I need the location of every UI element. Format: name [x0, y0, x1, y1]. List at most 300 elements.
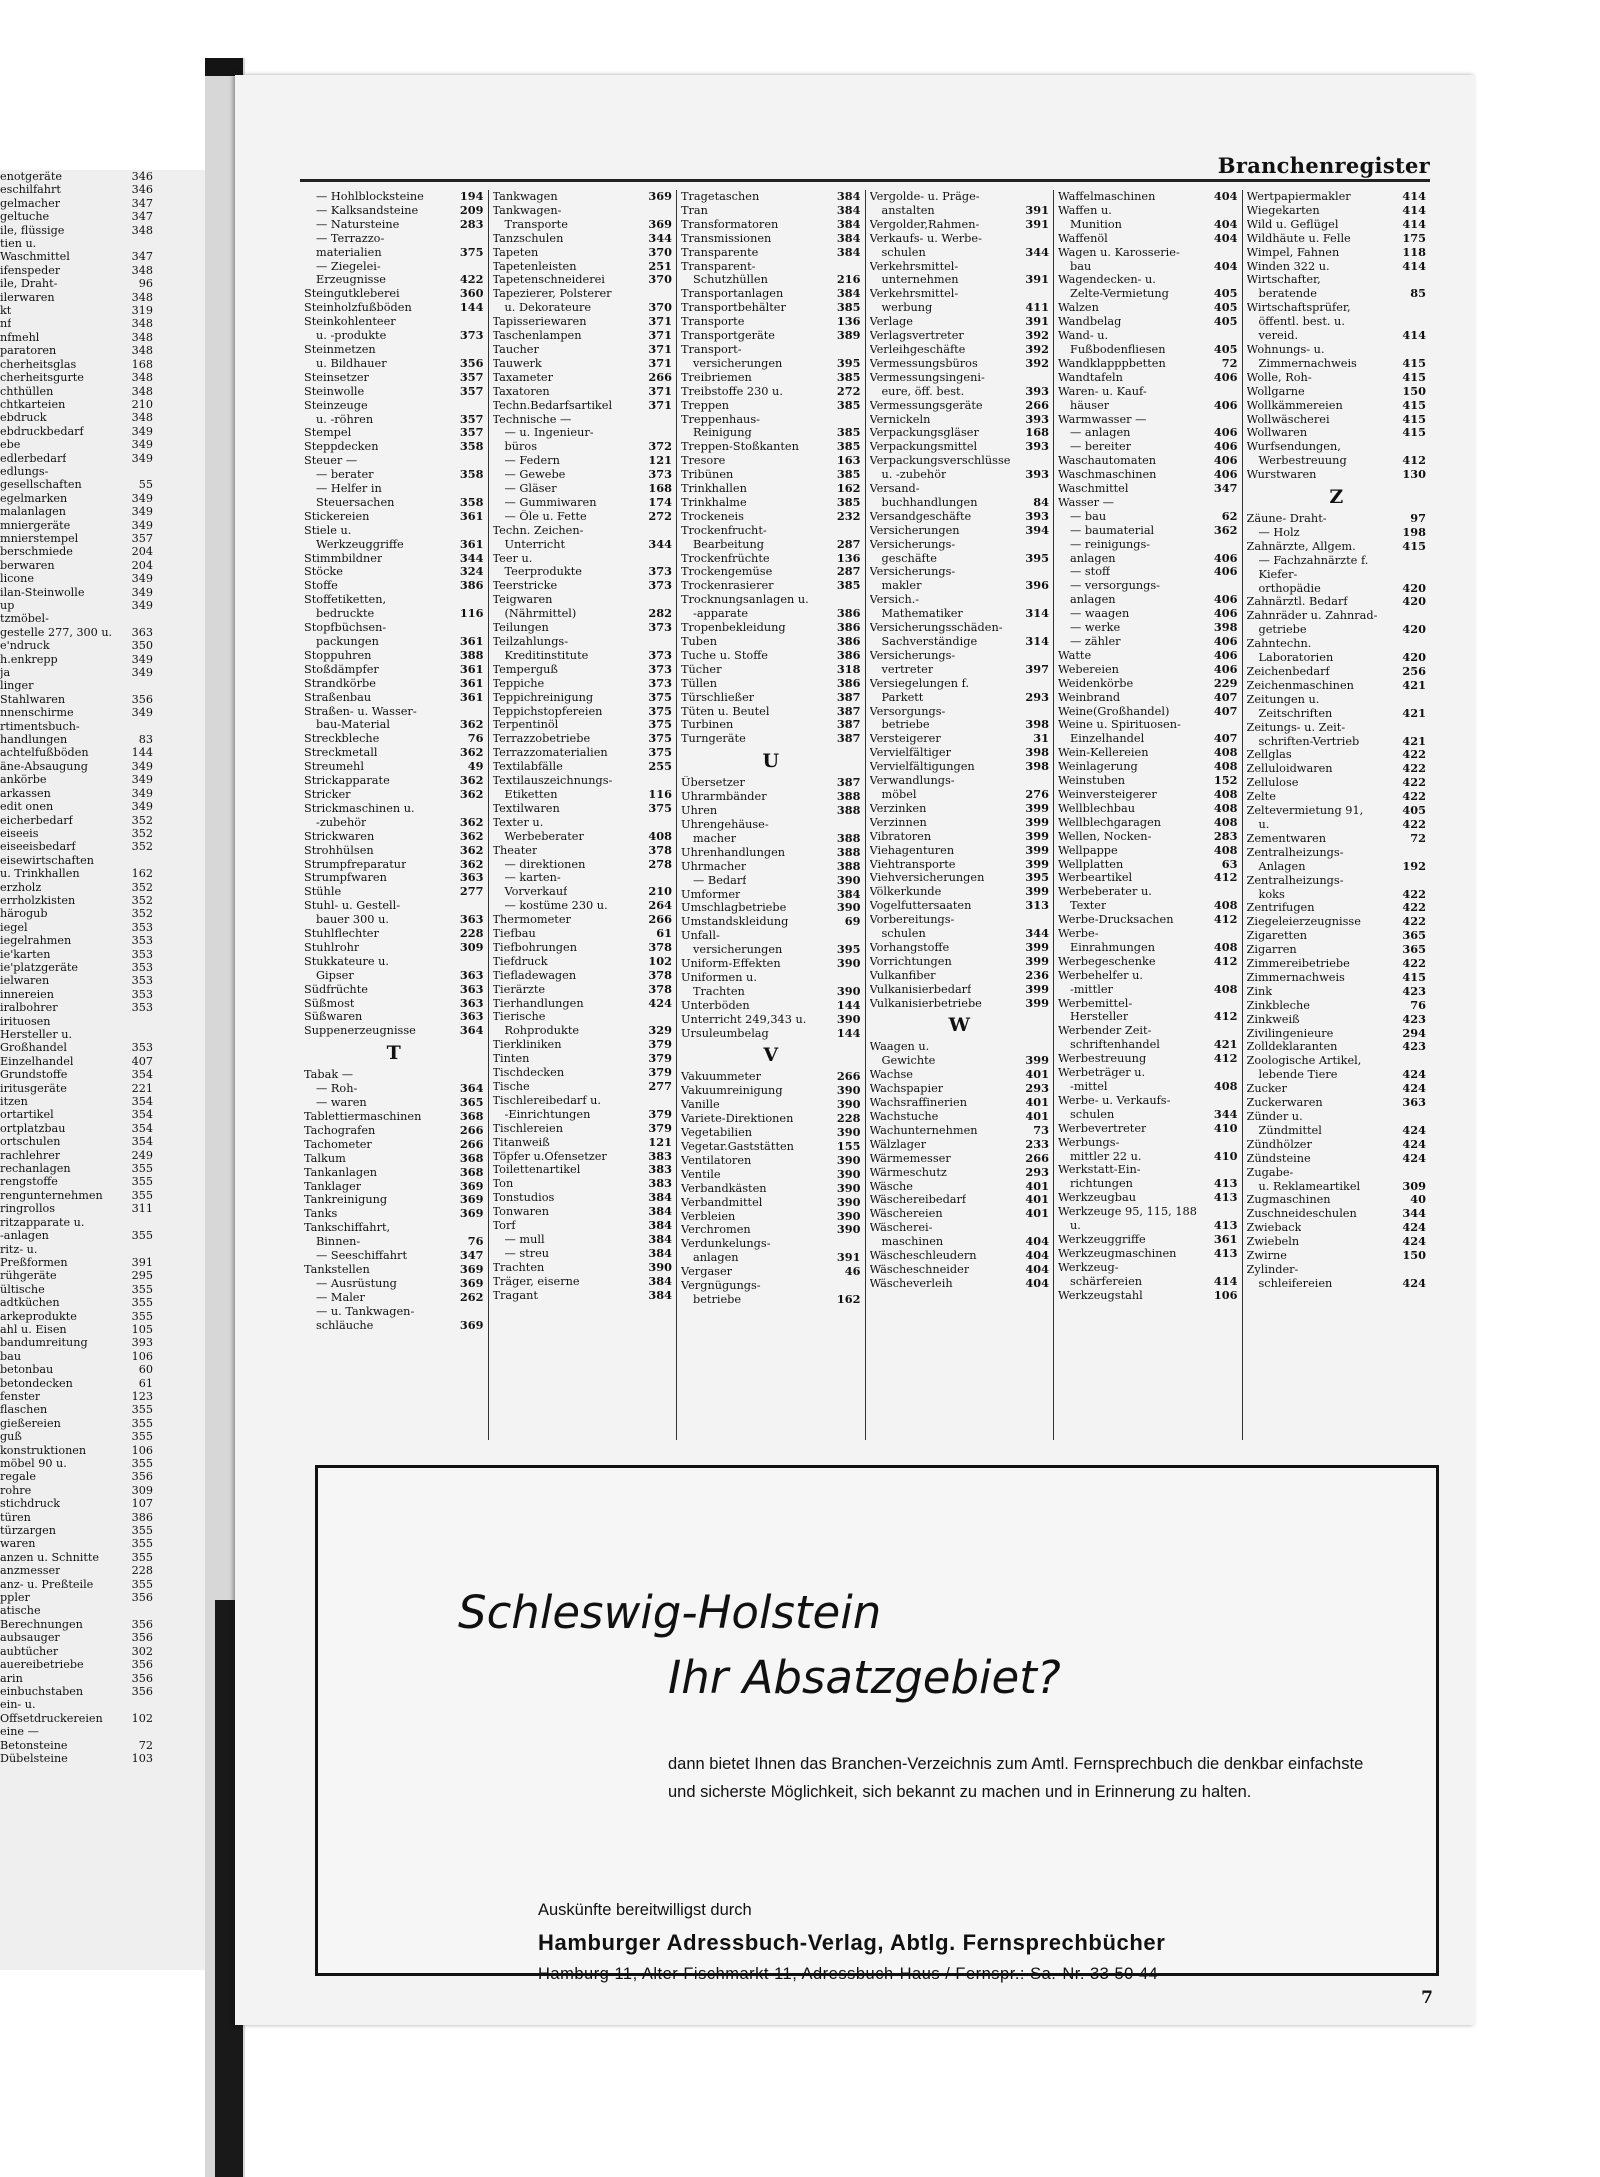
entry-label: Vervielfältiger — [869, 746, 951, 760]
entry-page-number: 319 — [131, 304, 153, 318]
entry-label: rohre — [0, 1483, 32, 1497]
entry-label: Werkzeuggriffe — [316, 537, 404, 551]
entry-page-number: 256 — [1402, 664, 1426, 678]
entry-page-number: 404 — [1213, 230, 1238, 245]
entry-label: Zolldeklaranten — [1246, 1040, 1338, 1054]
entry-label: Transport- — [681, 342, 742, 356]
left-page-entry — [0, 170, 215, 183]
entry-page-number: 363 — [459, 912, 484, 927]
entry-page-number: 390 — [836, 1194, 861, 1209]
entry-page-number: 378 — [648, 842, 672, 857]
entry-label: schärfereien — [1070, 1274, 1143, 1288]
register-entry — [1058, 1261, 1238, 1275]
entry-label: Stuhl- u. Gestell- — [304, 899, 401, 913]
entry-label: Verwandlungs- — [869, 774, 955, 788]
entry-page-number: 407 — [1213, 689, 1238, 704]
entry-label: Zuckerwaren — [1246, 1096, 1323, 1110]
entry-page-number: 210 — [648, 884, 672, 899]
left-page-entry — [0, 519, 215, 532]
entry-label: Transformatoren — [681, 217, 779, 231]
register-entry — [1247, 651, 1427, 665]
register-entry — [870, 524, 1050, 538]
register-entry — [304, 1152, 484, 1166]
entry-page-number: 398 — [1025, 745, 1049, 760]
entry-label: Tiefbohrungen — [492, 940, 577, 954]
entry-label: Zementwaren — [1246, 831, 1327, 845]
left-page-entry — [0, 572, 215, 585]
entry-page-number: 349 — [131, 518, 153, 532]
register-entry — [681, 357, 861, 371]
entry-page-number: 408 — [1213, 1079, 1238, 1093]
entry-label: äne-Absaugung — [0, 759, 88, 773]
register-entry — [493, 941, 673, 955]
register-entry — [1247, 315, 1427, 329]
entry-label: beratende — [1258, 287, 1317, 301]
register-entry — [870, 802, 1050, 816]
entry-page-number: 422 — [1402, 914, 1426, 929]
entry-page-number: 349 — [131, 424, 153, 438]
entry-page-number: 358 — [459, 439, 484, 454]
entry-page-number: 386 — [131, 1510, 153, 1524]
entry-label: Dübelsteine — [0, 1751, 68, 1765]
entry-page-number: 344 — [648, 536, 672, 551]
entry-label: Titanweiß — [492, 1135, 550, 1149]
entry-page-number: 408 — [1213, 759, 1238, 774]
entry-label: Wäscherei- — [869, 1221, 933, 1235]
entry-page-number: 349 — [131, 759, 153, 773]
register-entry — [1058, 538, 1238, 552]
entry-label: iritusgeräte — [0, 1081, 67, 1095]
register-entry — [493, 218, 673, 232]
entry-page-number: 386 — [836, 620, 861, 635]
entry-page-number: 363 — [459, 995, 484, 1010]
register-entry — [304, 635, 484, 649]
register-entry — [1247, 915, 1427, 929]
entry-label: (Nährmittel) — [504, 607, 577, 621]
register-entry — [870, 788, 1050, 802]
entry-label: Zinkweiß — [1246, 1012, 1300, 1026]
entry-label: kt — [0, 304, 12, 318]
register-entry — [1247, 748, 1427, 762]
entry-page-number: 375 — [648, 703, 672, 718]
entry-page-number: 318 — [836, 661, 861, 676]
entry-page-number: 379 — [648, 1037, 672, 1052]
entry-label: cherheitsgurte — [0, 371, 84, 385]
entry-page-number: 399 — [1025, 814, 1049, 829]
entry-page-number: 375 — [648, 717, 672, 732]
entry-label: Zwirne — [1246, 1249, 1287, 1263]
entry-label: Treibriemen — [681, 370, 752, 384]
entry-label: Teppichreinigung — [492, 690, 594, 704]
entry-label: Waren- u. Kauf- — [1058, 384, 1147, 398]
entry-label: Versorgungs- — [869, 704, 946, 718]
entry-label: bedruckte — [316, 607, 375, 621]
register-entry — [1058, 426, 1238, 440]
entry-label: Tapetenschneiderei — [492, 273, 605, 287]
left-page-entry — [0, 746, 215, 759]
register-entry — [304, 343, 484, 357]
register-entry — [681, 343, 861, 357]
entry-label: — anlagen — [1070, 426, 1131, 440]
entry-label: Wohnungs- u. — [1246, 342, 1325, 356]
entry-page-number: 283 — [1213, 828, 1238, 843]
register-entry — [681, 1140, 861, 1154]
entry-label: Zigaretten — [1246, 929, 1308, 943]
entry-page-number: 383 — [648, 1148, 672, 1163]
entry-label: Tapezierer, Polsterer — [492, 287, 612, 301]
left-page-entry — [0, 800, 215, 813]
register-entry — [493, 649, 673, 663]
entry-page-number: 346 — [131, 170, 153, 183]
entry-page-number: 354 — [131, 1095, 153, 1109]
ad-subheadline: Ihr Absatzgebiet? — [668, 1651, 1061, 1704]
entry-page-number: 388 — [836, 789, 861, 804]
entry-label: Taschenlampen — [492, 329, 582, 343]
entry-label: Stoffe — [304, 579, 338, 593]
entry-page-number: 369 — [459, 1178, 484, 1193]
entry-label: Zuschneideschulen — [1246, 1207, 1357, 1221]
register-entry — [870, 273, 1050, 287]
entry-label: Wimpel, Fahnen — [1246, 245, 1340, 259]
left-page-entry — [0, 1082, 215, 1095]
register-entry — [1058, 607, 1238, 621]
entry-page-number: 309 — [1402, 1178, 1426, 1193]
register-entry — [1058, 788, 1238, 802]
entry-page-number: 370 — [648, 272, 672, 287]
register-entry — [1247, 623, 1427, 637]
entry-label: Tüllen — [681, 676, 717, 690]
register-entry — [493, 1275, 673, 1289]
entry-label: Wachsraffinerien — [869, 1096, 967, 1110]
entry-page-number: 378 — [648, 939, 672, 954]
entry-label: Steinwolle — [304, 384, 365, 398]
register-entry — [493, 468, 673, 482]
entry-page-number: 390 — [836, 1180, 861, 1195]
register-entry — [493, 510, 673, 524]
entry-page-number: 390 — [836, 1125, 861, 1140]
entry-label: — streu — [504, 1246, 550, 1260]
entry-label: Übersetzer — [681, 776, 745, 790]
entry-page-number: 168 — [1025, 425, 1049, 440]
register-entry — [493, 1108, 673, 1122]
entry-label: Waagen u. — [869, 1040, 930, 1054]
register-entry — [1058, 1177, 1238, 1191]
entry-page-number: 401 — [1025, 1109, 1049, 1123]
entry-label: vertreter — [881, 662, 934, 676]
register-entry — [870, 482, 1050, 496]
register-entry — [681, 1070, 861, 1084]
entry-label: Strohhülsen — [304, 843, 374, 857]
register-entry — [870, 552, 1050, 566]
entry-label: macher — [693, 831, 737, 845]
entry-label: öffentl. best. u. — [1258, 315, 1345, 329]
entry-page-number: 356 — [131, 1591, 153, 1605]
register-entry — [1058, 218, 1238, 232]
register-entry — [493, 1233, 673, 1247]
entry-page-number: 355 — [131, 1296, 153, 1310]
entry-label: Munition — [1070, 217, 1122, 231]
entry-label: Werbe- u. Verkaufs- — [1058, 1093, 1171, 1107]
entry-page-number: 116 — [648, 786, 672, 801]
left-page-entry — [0, 398, 215, 411]
register-entry — [681, 1196, 861, 1210]
register-entry — [493, 399, 673, 413]
left-page-entry — [0, 1417, 215, 1430]
register-entry — [1058, 635, 1238, 649]
register-entry — [493, 538, 673, 552]
register-entry — [870, 440, 1050, 454]
entry-page-number: 232 — [836, 508, 861, 523]
entry-page-number: 395 — [1025, 870, 1049, 885]
entry-page-number: 354 — [131, 1068, 153, 1082]
entry-label: Transparent- — [681, 259, 756, 273]
entry-page-number: 344 — [1025, 926, 1049, 941]
entry-page-number: 378 — [648, 967, 672, 982]
entry-page-number: 204 — [131, 558, 153, 572]
entry-page-number: 393 — [1025, 383, 1049, 398]
entry-label: Tierhandlungen — [492, 996, 584, 1010]
register-entry — [1247, 371, 1427, 385]
register-entry — [681, 1013, 861, 1027]
left-page-entry — [0, 1725, 215, 1738]
entry-label: ie'platzgeräte — [0, 960, 78, 974]
entry-label: schläuche — [316, 1318, 374, 1332]
entry-page-number: 384 — [836, 286, 861, 301]
entry-label: häuser — [1070, 398, 1110, 412]
entry-page-number: 392 — [1025, 341, 1049, 356]
entry-page-number: 194 — [459, 190, 484, 203]
entry-label: Zucker — [1246, 1082, 1287, 1096]
entry-label: Vorbereitungs- — [869, 913, 955, 927]
entry-page-number: 356 — [131, 1470, 153, 1484]
section-letter: T — [386, 1042, 401, 1065]
entry-page-number: 356 — [131, 1671, 153, 1685]
section-letter: U — [762, 750, 780, 773]
entry-page-number: 96 — [138, 277, 153, 291]
entry-label: Transmissionen — [681, 231, 772, 245]
register-entry — [304, 204, 484, 218]
entry-page-number: 162 — [131, 867, 153, 881]
entry-label: Wandbelag — [1058, 315, 1122, 329]
register-entry — [870, 204, 1050, 218]
entry-label: — u. Ingenieur- — [504, 426, 594, 440]
register-entry — [1058, 1052, 1238, 1066]
entry-label: Zentralheizungs- — [1246, 845, 1344, 859]
entry-label: Trocknungsanlagen u. — [681, 593, 809, 607]
entry-label: Tierärzte — [492, 982, 546, 996]
entry-page-number: 406 — [1213, 634, 1238, 648]
register-entry — [1058, 871, 1238, 885]
register-entry — [681, 1251, 861, 1265]
entry-label: Tanzschulen — [492, 231, 564, 245]
entry-label: Verleihgeschäfte — [869, 342, 966, 356]
entry-page-number: 262 — [459, 1289, 484, 1304]
left-page-entry — [0, 304, 215, 317]
register-entry — [1058, 899, 1238, 913]
entry-label: unternehmen — [881, 273, 959, 287]
entry-label: Steuer — — [304, 454, 358, 468]
entry-label: Turbinen — [681, 718, 734, 732]
entry-label: Werkzeugstahl — [1058, 1288, 1143, 1302]
register-entry — [493, 1080, 673, 1094]
entry-label: buchhandlungen — [881, 495, 978, 509]
register-entry — [493, 913, 673, 927]
entry-page-number: 379 — [648, 1106, 672, 1121]
entry-label: vereid. — [1258, 329, 1299, 343]
entry-label: Weinbrand — [1058, 690, 1121, 704]
entry-label: türzargen — [0, 1524, 56, 1538]
entry-page-number: 272 — [648, 508, 672, 523]
register-entry — [681, 1098, 861, 1112]
register-entry — [493, 329, 673, 343]
entry-page-number: 388 — [836, 830, 861, 845]
entry-page-number: 353 — [131, 974, 153, 988]
entry-label: berwaren — [0, 558, 55, 572]
entry-page-number: 354 — [131, 1121, 153, 1135]
register-entry — [681, 1084, 861, 1098]
entry-page-number: 277 — [459, 884, 484, 899]
entry-page-number: 391 — [131, 1255, 153, 1269]
entry-page-number: 398 — [1025, 717, 1049, 732]
entry-label: Stöcke — [304, 565, 343, 579]
register-entry — [304, 607, 484, 621]
entry-page-number: 369 — [459, 1206, 484, 1221]
entry-page-number: 405 — [1402, 803, 1426, 818]
entry-page-number: 390 — [836, 1166, 861, 1181]
entry-page-number: 406 — [1213, 606, 1238, 621]
entry-page-number: 356 — [131, 1617, 153, 1631]
register-entry — [1058, 593, 1238, 607]
register-entry — [870, 983, 1050, 997]
entry-label: gießereien — [0, 1416, 61, 1430]
entry-label: — Maler — [316, 1290, 365, 1304]
entry-label: Tragant — [492, 1288, 538, 1302]
entry-label: Weinstuben — [1058, 774, 1126, 788]
register-entry — [1247, 232, 1427, 246]
entry-page-number: 368 — [459, 1109, 484, 1123]
entry-label: Talkum — [304, 1151, 346, 1165]
entry-label: Terrazzobetriebe — [492, 732, 591, 746]
register-entry — [681, 1237, 861, 1251]
entry-label: büros — [504, 440, 538, 454]
entry-label: Wäsche — [869, 1179, 913, 1193]
register-entry — [493, 232, 673, 246]
left-page-entry — [0, 411, 215, 424]
left-page-entry — [0, 988, 215, 1001]
left-page-entry — [0, 666, 215, 679]
entry-label: Steinholzfußböden — [304, 301, 412, 315]
entry-label: Uniform-Effekten — [681, 957, 781, 971]
entry-page-number: 362 — [459, 745, 484, 760]
entry-page-number: 349 — [131, 491, 153, 505]
left-page-entry — [0, 1336, 215, 1349]
register-entry — [304, 955, 484, 969]
register-entry — [681, 621, 861, 635]
register-entry — [493, 1150, 673, 1164]
entry-page-number: 192 — [1402, 858, 1426, 873]
register-entry — [304, 844, 484, 858]
entry-page-number: 368 — [459, 1150, 484, 1165]
register-entry — [1058, 997, 1238, 1011]
entry-label: richtungen — [1070, 1177, 1133, 1191]
register-entry — [870, 705, 1050, 719]
entry-label: Verlage — [869, 315, 913, 329]
register-entry — [493, 1191, 673, 1205]
entry-page-number: 344 — [1025, 244, 1049, 259]
entry-page-number: 49 — [467, 759, 484, 774]
entry-page-number: 406 — [1213, 425, 1238, 440]
entry-page-number: 390 — [648, 1259, 672, 1274]
entry-label: Zentrifugen — [1246, 901, 1315, 915]
register-entry — [1058, 1010, 1238, 1024]
register-entry — [681, 1027, 861, 1041]
entry-page-number: 384 — [836, 190, 861, 203]
entry-label: fenster — [0, 1389, 41, 1403]
entry-page-number: 387 — [836, 689, 861, 704]
entry-page-number: 420 — [1402, 650, 1426, 665]
left-page-entry — [0, 438, 215, 451]
entry-page-number: 414 — [1402, 202, 1426, 217]
register-entry — [493, 343, 673, 357]
entry-page-number: 406 — [1213, 661, 1238, 676]
entry-page-number: 346 — [131, 183, 153, 197]
entry-label: Stopfbüchsen- — [304, 621, 387, 635]
entry-label: Uhrengehäuse- — [681, 817, 769, 831]
left-page-entry — [0, 1310, 215, 1323]
entry-label: u. -röhren — [316, 412, 374, 426]
entry-page-number: 266 — [459, 1136, 484, 1151]
register-entry — [493, 1177, 673, 1191]
register-entry — [870, 718, 1050, 732]
entry-page-number: 408 — [648, 828, 672, 843]
register-entry — [681, 804, 861, 818]
register-entry — [493, 385, 673, 399]
entry-page-number: 391 — [1025, 272, 1049, 287]
entry-label: Zündhölzer — [1246, 1137, 1312, 1151]
entry-label: orthopädie — [1258, 581, 1321, 595]
entry-page-number: 353 — [131, 1001, 153, 1015]
entry-label: möbel — [881, 787, 917, 801]
entry-label: Einrahmungen — [1070, 940, 1156, 954]
entry-label: Vergaser — [681, 1265, 733, 1279]
entry-page-number: 371 — [648, 383, 672, 398]
register-entry — [870, 399, 1050, 413]
entry-label: Strickmaschinen u. — [304, 801, 415, 815]
register-entry — [870, 190, 1050, 204]
left-page-entry — [0, 1430, 215, 1443]
register-entry — [1058, 565, 1238, 579]
entry-page-number: 204 — [131, 545, 153, 559]
entry-label: Wild u. Geflügel — [1246, 217, 1339, 231]
entry-label: up — [0, 599, 15, 612]
entry-label: Vermessungsbüros — [869, 356, 978, 370]
entry-label: Zigarren — [1246, 943, 1297, 957]
entry-page-number: 85 — [1410, 286, 1426, 301]
entry-label: Wellpappe — [1058, 843, 1118, 857]
left-page-entry — [0, 1015, 215, 1028]
register-entry — [304, 830, 484, 844]
entry-label: Zahnärztl. Bedarf — [1246, 595, 1348, 609]
register-column — [1242, 190, 1431, 1440]
entry-label: makler — [881, 579, 922, 593]
entry-page-number: 373 — [459, 328, 484, 343]
entry-page-number: 422 — [1402, 956, 1426, 971]
register-entry — [304, 621, 484, 635]
entry-label: Wäschereibedarf — [869, 1193, 967, 1207]
entry-page-number: 423 — [1402, 1039, 1426, 1054]
entry-page-number: 347 — [131, 196, 153, 210]
entry-page-number: 347 — [131, 210, 153, 224]
